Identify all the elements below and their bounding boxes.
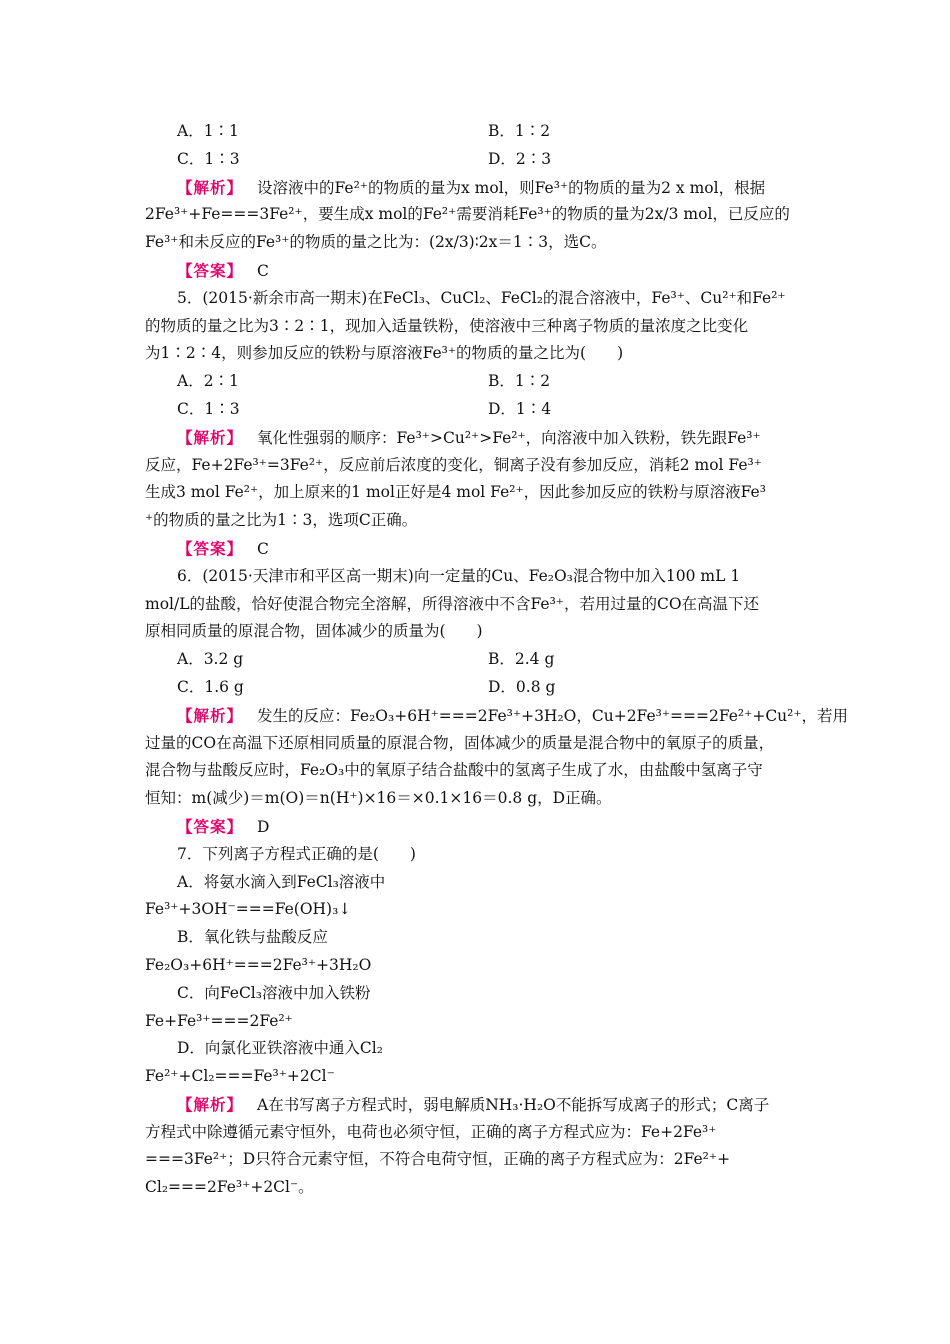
q6-analysis-line-3: 混合物与盐酸反应时，Fe₂O₃中的氧原子结合盐酸中的氢离子生成了水，由盐酸中氢离子守	[145, 761, 763, 780]
q7-option-a: A．将氨水滴入到FeCl₃溶液中	[177, 872, 386, 891]
q6-analysis-line-1: 【解析】 发生的反应：Fe₂O₃+6H⁺===2Fe³⁺+3H₂O，Cu+2Fe³⁺===2Fe²⁺+Cu²⁺，若用	[177, 705, 849, 725]
analysis-tag: 【解析】	[177, 427, 244, 447]
q5-analysis-line-3: 生成3 mol Fe²⁺，加上原来的1 mol正好是4 mol Fe²⁺，因此参加反应的铁粉与原溶液Fe³	[145, 483, 766, 502]
q5-option-b: B．1∶2	[488, 372, 551, 391]
q5-option-d: D．1∶4	[488, 399, 552, 418]
q5-analysis-line-4: ⁺的物质的量之比为1∶3，选项C正确。	[145, 511, 418, 530]
q6-analysis-line-2: 过量的CO在高温下还原相同质量的原混合物，固体减少的质量是混合物中的氧原子的质量，	[145, 733, 775, 752]
q7-analysis-line-3: ===3Fe²⁺；D只符合元素守恒，不符合电荷守恒，正确的离子方程式应为：2Fe²⁺+	[145, 1150, 731, 1169]
answer-tag: 【答案】	[177, 816, 244, 836]
q4-analysis-line-3: Fe³⁺和未反应的Fe³⁺的物质的量之比为：(2x/3)∶2x＝1∶3，选C。	[145, 233, 607, 252]
q6-option-a: A．3.2 g	[177, 650, 244, 669]
q6-option-d: D．0.8 g	[488, 677, 556, 696]
q7-equation-a: Fe³⁺+3OH⁻===Fe(OH)₃↓	[145, 900, 352, 919]
q6-stem-line-1: 6．(2015·天津市和平区高一期末)向一定量的Cu、Fe₂O₃混合物中加入100 mL 1	[177, 566, 741, 585]
answer-tag: 【答案】	[177, 260, 244, 280]
q5-stem-line-3: 为1∶2∶4，则参加反应的铁粉与原溶液Fe³⁺的物质的量之比为( )	[145, 344, 624, 363]
q4-option-c: C．1∶3	[177, 149, 240, 168]
q6-option-c: C．1.6 g	[177, 677, 244, 696]
q6-analysis-line-4: 恒知：m(减少)＝m(O)＝n(H⁺)×16＝×0.1×16＝0.8 g，D正确。	[145, 789, 612, 808]
q7-stem: 7．下列离子方程式正确的是( )	[177, 844, 416, 863]
analysis-tag: 【解析】	[177, 177, 244, 197]
answer-tag: 【答案】	[177, 538, 244, 558]
q7-analysis-line-4: Cl₂===2Fe³⁺+2Cl⁻。	[145, 1178, 314, 1197]
analysis-tag: 【解析】	[177, 705, 244, 725]
q5-options-row-2	[145, 396, 809, 424]
q7-analysis-line-2: 方程式中除遵循元素守恒外，电荷也必须守恒，正确的离子方程式应为：Fe+2Fe³⁺	[145, 1122, 717, 1141]
q6-options-row-2	[145, 674, 809, 702]
document-page	[145, 118, 849, 1202]
q7-equation-d: Fe²⁺+Cl₂===Fe³⁺+2Cl⁻	[145, 1067, 335, 1086]
q5-analysis-line-1: 【解析】 氧化性强弱的顺序：Fe³⁺>Cu²⁺>Fe²⁺，向溶液中加入铁粉，铁先跟Fe³⁺	[177, 427, 761, 447]
q5-options-row-1	[145, 368, 809, 396]
q6-answer: 【答案】 D	[177, 816, 270, 836]
q5-option-c: C．1∶3	[177, 399, 240, 418]
q5-stem-line-1: 5．(2015·新余市高一期末)在FeCl₃、CuCl₂、FeCl₂的混合溶液中，Fe³⁺、Cu²⁺和Fe²⁺	[177, 288, 786, 307]
q6-options-row-1	[145, 646, 809, 674]
q4-answer: 【答案】 C	[177, 260, 269, 280]
q4-analysis-line-1: 【解析】 设溶液中的Fe²⁺的物质的量为x mol，则Fe³⁺的物质的量为2 x mol，根据	[177, 177, 766, 197]
q5-analysis-line-2: 反应，Fe+2Fe³⁺=3Fe²⁺，反应前后浓度的变化，铜离子没有参加反应，消耗2 mol Fe³⁺	[145, 455, 762, 474]
q4-options-row-2	[145, 146, 809, 174]
q6-option-b: B．2.4 g	[488, 650, 555, 669]
q7-option-c: C．向FeCl₃溶液中加入铁粉	[177, 983, 371, 1002]
q7-equation-b: Fe₂O₃+6H⁺===2Fe³⁺+3H₂O	[145, 955, 372, 974]
q5-answer: 【答案】 C	[177, 538, 269, 558]
q4-option-d: D．2∶3	[488, 149, 552, 168]
q5-option-a: A．2∶1	[177, 372, 239, 391]
q7-option-b: B．氧化铁与盐酸反应	[177, 928, 328, 947]
q4-analysis-line-2: 2Fe³⁺+Fe===3Fe²⁺，要生成x mol的Fe²⁺需要消耗Fe³⁺的物质的量为2x/3 mol，已反应的	[145, 205, 790, 224]
q4-option-b: B．1∶2	[488, 122, 551, 140]
q4-option-a: A．1∶1	[177, 122, 239, 140]
q6-stem-line-3: 原相同质量的原混合物，固体减少的质量为( )	[145, 622, 483, 641]
q6-stem-line-2: mol/L的盐酸，恰好使混合物完全溶解，所得溶液中不含Fe³⁺，若用过量的CO在高温下还	[145, 594, 760, 613]
q4-options-row-1	[145, 118, 809, 146]
q5-stem-line-2: 的物质的量之比为3∶2∶1，现加入适量铁粉，使溶液中三种离子物质的量浓度之比变化	[145, 316, 749, 335]
analysis-tag: 【解析】	[177, 1094, 244, 1114]
q7-option-d: D．向氯化亚铁溶液中通入Cl₂	[177, 1039, 383, 1058]
q7-equation-c: Fe+Fe³⁺===2Fe²⁺	[145, 1011, 293, 1030]
q7-analysis-line-1: 【解析】 A在书写离子方程式时，弱电解质NH₃·H₂O不能拆写成离子的形式；C离子	[177, 1094, 770, 1114]
